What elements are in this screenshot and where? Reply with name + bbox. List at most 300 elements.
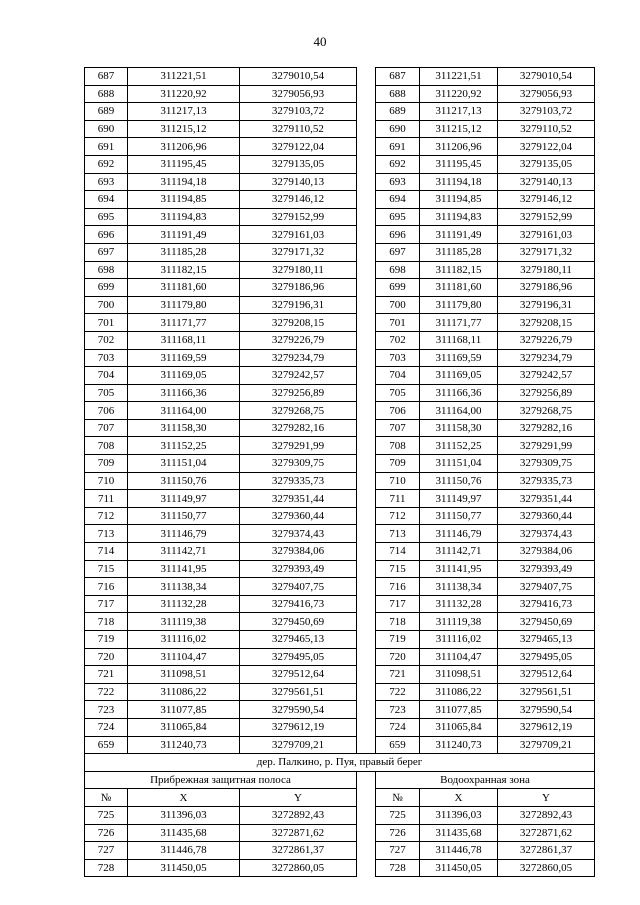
right-num-cell: 691 — [376, 138, 420, 156]
left-x-cell: 311141,95 — [128, 560, 240, 578]
left-x-cell: 311221,51 — [128, 68, 240, 86]
table-gap — [357, 419, 376, 437]
table-row — [85, 155, 595, 173]
left-x-cell: 311194,18 — [128, 173, 240, 191]
right-x-cell: 311104,47 — [420, 648, 498, 666]
left-y-cell: 3279242,57 — [240, 367, 357, 385]
table-gap — [357, 191, 376, 209]
table-row — [85, 85, 595, 103]
left-num-cell: 659 — [85, 736, 128, 754]
right-y-cell: 3279122,04 — [498, 138, 595, 156]
right-num-cell: 695 — [376, 208, 420, 226]
left-num-cell: 689 — [85, 103, 128, 121]
right-x-header: X — [420, 789, 498, 807]
right-x-cell: 311171,77 — [420, 314, 498, 332]
right-num-cell: 716 — [376, 578, 420, 596]
right-x-cell: 311194,83 — [420, 208, 498, 226]
left-y-cell: 3279161,03 — [240, 226, 357, 244]
table-row — [85, 824, 595, 842]
table-gap — [357, 507, 376, 525]
left-y-cell: 3279146,12 — [240, 191, 357, 209]
table-gap — [357, 789, 376, 807]
table-gap — [357, 173, 376, 191]
left-y-header: Y — [240, 789, 357, 807]
right-y-cell: 3279171,32 — [498, 243, 595, 261]
right-x-cell: 311185,28 — [420, 243, 498, 261]
left-num-cell: 699 — [85, 279, 128, 297]
left-y-cell: 3279393,49 — [240, 560, 357, 578]
right-y-cell: 3279196,31 — [498, 296, 595, 314]
left-num-cell: 704 — [85, 367, 128, 385]
right-num-cell: 701 — [376, 314, 420, 332]
right-x-cell: 311240,73 — [420, 736, 498, 754]
table-gap — [357, 490, 376, 508]
left-x-cell: 311446,78 — [128, 842, 240, 860]
left-y-cell: 3272860,05 — [240, 859, 357, 877]
left-x-cell: 311104,47 — [128, 648, 240, 666]
left-y-cell: 3279309,75 — [240, 455, 357, 473]
right-y-cell: 3279291,99 — [498, 437, 595, 455]
left-num-cell: 691 — [85, 138, 128, 156]
right-x-cell: 311191,49 — [420, 226, 498, 244]
table-row — [85, 349, 595, 367]
left-y-cell: 3279208,15 — [240, 314, 357, 332]
left-zone-title: Прибрежная защитная полоса — [85, 771, 357, 789]
table-row — [85, 683, 595, 701]
right-num-cell: 697 — [376, 243, 420, 261]
left-num-cell: 703 — [85, 349, 128, 367]
left-num-cell: 724 — [85, 718, 128, 736]
right-x-cell: 311169,05 — [420, 367, 498, 385]
table-row — [85, 138, 595, 156]
left-y-cell: 3279416,73 — [240, 595, 357, 613]
right-x-cell: 311142,71 — [420, 543, 498, 561]
left-x-cell: 311194,85 — [128, 191, 240, 209]
table-gap — [357, 613, 376, 631]
right-num-cell: 659 — [376, 736, 420, 754]
table-row — [85, 490, 595, 508]
left-num-cell: 728 — [85, 859, 128, 877]
right-y-cell: 3279056,93 — [498, 85, 595, 103]
left-num-cell: 690 — [85, 120, 128, 138]
right-x-cell: 311150,77 — [420, 507, 498, 525]
table-row — [85, 243, 595, 261]
right-num-cell: 692 — [376, 155, 420, 173]
left-x-cell: 311132,28 — [128, 595, 240, 613]
table-row — [85, 279, 595, 297]
table-gap — [357, 701, 376, 719]
left-num-cell: 715 — [85, 560, 128, 578]
left-x-cell: 311164,00 — [128, 402, 240, 420]
left-num-cell: 716 — [85, 578, 128, 596]
right-y-cell: 3279450,69 — [498, 613, 595, 631]
right-y-cell: 3279384,06 — [498, 543, 595, 561]
right-y-cell: 3272892,43 — [498, 806, 595, 824]
left-num-cell: 695 — [85, 208, 128, 226]
table-row — [85, 191, 595, 209]
left-x-cell: 311116,02 — [128, 631, 240, 649]
left-num-cell: 688 — [85, 85, 128, 103]
left-num-cell: 708 — [85, 437, 128, 455]
right-x-cell: 311217,13 — [420, 103, 498, 121]
table-row — [85, 437, 595, 455]
left-y-cell: 3279360,44 — [240, 507, 357, 525]
right-num-header: № — [376, 789, 420, 807]
right-x-cell: 311149,97 — [420, 490, 498, 508]
right-x-cell: 311164,00 — [420, 402, 498, 420]
left-y-cell: 3279171,32 — [240, 243, 357, 261]
table-row — [85, 701, 595, 719]
right-num-cell: 712 — [376, 507, 420, 525]
table-row — [85, 718, 595, 736]
right-x-cell: 311166,36 — [420, 384, 498, 402]
table-gap — [357, 718, 376, 736]
left-num-cell: 687 — [85, 68, 128, 86]
table-gap — [357, 279, 376, 297]
right-x-cell: 311138,34 — [420, 578, 498, 596]
left-y-cell: 3279056,93 — [240, 85, 357, 103]
left-num-cell: 693 — [85, 173, 128, 191]
right-y-cell: 3279335,73 — [498, 472, 595, 490]
left-x-cell: 311182,15 — [128, 261, 240, 279]
right-x-cell: 311194,18 — [420, 173, 498, 191]
table-gap — [357, 683, 376, 701]
right-num-cell: 690 — [376, 120, 420, 138]
table-row — [85, 120, 595, 138]
table-row — [85, 595, 595, 613]
table-gap — [357, 631, 376, 649]
left-y-cell: 3279465,13 — [240, 631, 357, 649]
table-gap — [357, 771, 376, 789]
right-num-cell: 700 — [376, 296, 420, 314]
right-x-cell: 311221,51 — [420, 68, 498, 86]
right-num-cell: 724 — [376, 718, 420, 736]
left-num-cell: 697 — [85, 243, 128, 261]
left-y-cell: 3279140,13 — [240, 173, 357, 191]
left-num-cell: 709 — [85, 455, 128, 473]
left-y-cell: 3279152,99 — [240, 208, 357, 226]
left-y-cell: 3279110,52 — [240, 120, 357, 138]
right-num-cell: 707 — [376, 419, 420, 437]
right-y-cell: 3279152,99 — [498, 208, 595, 226]
right-y-cell: 3279709,21 — [498, 736, 595, 754]
right-y-cell: 3279140,13 — [498, 173, 595, 191]
table-gap — [357, 806, 376, 824]
left-y-cell: 3272861,37 — [240, 842, 357, 860]
right-num-cell: 710 — [376, 472, 420, 490]
left-num-cell: 727 — [85, 842, 128, 860]
right-y-cell: 3279282,16 — [498, 419, 595, 437]
left-y-cell: 3279186,96 — [240, 279, 357, 297]
right-x-cell: 311396,03 — [420, 806, 498, 824]
right-y-cell: 3279374,43 — [498, 525, 595, 543]
right-x-cell: 311435,68 — [420, 824, 498, 842]
right-y-cell: 3279226,79 — [498, 331, 595, 349]
right-x-cell: 311141,95 — [420, 560, 498, 578]
table-row — [85, 578, 595, 596]
left-y-cell: 3272871,62 — [240, 824, 357, 842]
left-x-cell: 311150,76 — [128, 472, 240, 490]
right-y-cell: 3272861,37 — [498, 842, 595, 860]
right-x-cell: 311151,04 — [420, 455, 498, 473]
left-x-cell: 311217,13 — [128, 103, 240, 121]
table-gap — [357, 85, 376, 103]
right-x-cell: 311195,45 — [420, 155, 498, 173]
right-x-cell: 311086,22 — [420, 683, 498, 701]
table-gap — [357, 367, 376, 385]
left-y-cell: 3279291,99 — [240, 437, 357, 455]
left-x-cell: 311171,77 — [128, 314, 240, 332]
table-row — [85, 842, 595, 860]
left-num-cell: 720 — [85, 648, 128, 666]
left-x-cell: 311077,85 — [128, 701, 240, 719]
right-y-cell: 3279561,51 — [498, 683, 595, 701]
left-num-cell: 725 — [85, 806, 128, 824]
right-x-cell: 311146,79 — [420, 525, 498, 543]
right-num-cell: 715 — [376, 560, 420, 578]
left-x-cell: 311206,96 — [128, 138, 240, 156]
right-y-cell: 3279512,64 — [498, 666, 595, 684]
table-gap — [357, 824, 376, 842]
table-gap — [357, 155, 376, 173]
left-num-cell: 692 — [85, 155, 128, 173]
left-x-cell: 311179,80 — [128, 296, 240, 314]
left-y-cell: 3279180,11 — [240, 261, 357, 279]
left-y-cell: 3279268,75 — [240, 402, 357, 420]
left-y-cell: 3279282,16 — [240, 419, 357, 437]
left-num-cell: 723 — [85, 701, 128, 719]
right-num-cell: 699 — [376, 279, 420, 297]
left-num-cell: 711 — [85, 490, 128, 508]
left-y-cell: 3279256,89 — [240, 384, 357, 402]
table-row — [85, 208, 595, 226]
table-gap — [357, 472, 376, 490]
right-y-cell: 3279234,79 — [498, 349, 595, 367]
right-x-cell: 311181,60 — [420, 279, 498, 297]
left-num-cell: 713 — [85, 525, 128, 543]
left-x-cell: 311166,36 — [128, 384, 240, 402]
left-x-cell: 311119,38 — [128, 613, 240, 631]
right-x-cell: 311446,78 — [420, 842, 498, 860]
column-header-row — [85, 789, 595, 807]
right-y-cell: 3279161,03 — [498, 226, 595, 244]
right-y-header: Y — [498, 789, 595, 807]
left-x-cell: 311194,83 — [128, 208, 240, 226]
table-gap — [357, 296, 376, 314]
table-row — [85, 384, 595, 402]
table-gap — [357, 455, 376, 473]
table-row — [85, 631, 595, 649]
right-x-cell: 311194,85 — [420, 191, 498, 209]
table-row — [85, 543, 595, 561]
left-num-cell: 698 — [85, 261, 128, 279]
table-gap — [357, 842, 376, 860]
left-x-cell: 311150,77 — [128, 507, 240, 525]
left-num-cell: 722 — [85, 683, 128, 701]
left-num-cell: 707 — [85, 419, 128, 437]
right-num-cell: 693 — [376, 173, 420, 191]
right-num-cell: 687 — [376, 68, 420, 86]
left-x-header: X — [128, 789, 240, 807]
left-num-cell: 717 — [85, 595, 128, 613]
table-row — [85, 261, 595, 279]
left-x-cell: 311138,34 — [128, 578, 240, 596]
right-num-cell: 704 — [376, 367, 420, 385]
table-gap — [357, 243, 376, 261]
left-y-cell: 3279561,51 — [240, 683, 357, 701]
left-y-cell: 3279450,69 — [240, 613, 357, 631]
right-num-cell: 703 — [376, 349, 420, 367]
left-y-cell: 3279612,19 — [240, 718, 357, 736]
table-row — [85, 472, 595, 490]
right-x-cell: 311168,11 — [420, 331, 498, 349]
table-gap — [357, 226, 376, 244]
left-num-cell: 705 — [85, 384, 128, 402]
left-x-cell: 311149,97 — [128, 490, 240, 508]
table-gap — [357, 648, 376, 666]
table-gap — [357, 349, 376, 367]
left-num-cell: 712 — [85, 507, 128, 525]
right-y-cell: 3279407,75 — [498, 578, 595, 596]
left-num-cell: 719 — [85, 631, 128, 649]
table-row — [85, 331, 595, 349]
coordinates-table — [84, 67, 595, 877]
left-x-cell: 311086,22 — [128, 683, 240, 701]
right-num-cell: 689 — [376, 103, 420, 121]
table-row — [85, 560, 595, 578]
right-x-cell: 311206,96 — [420, 138, 498, 156]
right-y-cell: 3279186,96 — [498, 279, 595, 297]
right-y-cell: 3279351,44 — [498, 490, 595, 508]
left-x-cell: 311396,03 — [128, 806, 240, 824]
left-y-cell: 3279512,64 — [240, 666, 357, 684]
left-num-cell: 700 — [85, 296, 128, 314]
right-num-cell: 726 — [376, 824, 420, 842]
left-y-cell: 3279010,54 — [240, 68, 357, 86]
right-x-cell: 311182,15 — [420, 261, 498, 279]
left-x-cell: 311240,73 — [128, 736, 240, 754]
right-num-cell: 717 — [376, 595, 420, 613]
right-num-cell: 702 — [376, 331, 420, 349]
right-y-cell: 3279416,73 — [498, 595, 595, 613]
right-y-cell: 3279465,13 — [498, 631, 595, 649]
left-x-cell: 311220,92 — [128, 85, 240, 103]
section-title: дер. Палкино, р. Пуя, правый берег — [85, 754, 595, 772]
left-num-cell: 694 — [85, 191, 128, 209]
right-num-cell: 725 — [376, 806, 420, 824]
table-row — [85, 666, 595, 684]
left-y-cell: 3279335,73 — [240, 472, 357, 490]
right-x-cell: 311119,38 — [420, 613, 498, 631]
zone-title-row — [85, 771, 595, 789]
right-y-cell: 3279495,05 — [498, 648, 595, 666]
table-gap — [357, 208, 376, 226]
right-y-cell: 3279590,54 — [498, 701, 595, 719]
left-x-cell: 311158,30 — [128, 419, 240, 437]
table-gap — [357, 120, 376, 138]
table-gap — [357, 103, 376, 121]
table-row — [85, 367, 595, 385]
table-row — [85, 736, 595, 754]
table-row — [85, 68, 595, 86]
table-gap — [357, 402, 376, 420]
left-num-cell: 714 — [85, 543, 128, 561]
right-x-cell: 311152,25 — [420, 437, 498, 455]
left-y-cell: 3279351,44 — [240, 490, 357, 508]
right-num-cell: 698 — [376, 261, 420, 279]
left-y-cell: 3279709,21 — [240, 736, 357, 754]
table-row — [85, 648, 595, 666]
right-x-cell: 311220,92 — [420, 85, 498, 103]
left-x-cell: 311151,04 — [128, 455, 240, 473]
table-row — [85, 507, 595, 525]
table-row — [85, 103, 595, 121]
left-y-cell: 3279374,43 — [240, 525, 357, 543]
right-num-cell: 722 — [376, 683, 420, 701]
left-num-cell: 718 — [85, 613, 128, 631]
right-num-cell: 688 — [376, 85, 420, 103]
left-y-cell: 3279407,75 — [240, 578, 357, 596]
table-row — [85, 173, 595, 191]
left-num-cell: 721 — [85, 666, 128, 684]
right-y-cell: 3279103,72 — [498, 103, 595, 121]
left-num-cell: 706 — [85, 402, 128, 420]
table-gap — [357, 736, 376, 754]
left-x-cell: 311146,79 — [128, 525, 240, 543]
left-x-cell: 311435,68 — [128, 824, 240, 842]
left-x-cell: 311142,71 — [128, 543, 240, 561]
right-y-cell: 3279268,75 — [498, 402, 595, 420]
right-y-cell: 3279393,49 — [498, 560, 595, 578]
left-x-cell: 311185,28 — [128, 243, 240, 261]
right-num-cell: 696 — [376, 226, 420, 244]
left-x-cell: 311168,11 — [128, 331, 240, 349]
right-num-cell: 727 — [376, 842, 420, 860]
right-y-cell: 3279360,44 — [498, 507, 595, 525]
left-y-cell: 3279226,79 — [240, 331, 357, 349]
right-y-cell: 3279146,12 — [498, 191, 595, 209]
right-zone-title: Водоохранная зона — [376, 771, 595, 789]
table-gap — [357, 666, 376, 684]
right-x-cell: 311132,28 — [420, 595, 498, 613]
right-x-cell: 311450,05 — [420, 859, 498, 877]
right-num-cell: 694 — [376, 191, 420, 209]
left-x-cell: 311195,45 — [128, 155, 240, 173]
right-x-cell: 311150,76 — [420, 472, 498, 490]
left-x-cell: 311215,12 — [128, 120, 240, 138]
table-row — [85, 613, 595, 631]
left-y-cell: 3279495,05 — [240, 648, 357, 666]
left-y-cell: 3279384,06 — [240, 543, 357, 561]
right-num-cell: 720 — [376, 648, 420, 666]
table-gap — [357, 384, 376, 402]
left-num-cell: 702 — [85, 331, 128, 349]
section-title-row — [85, 754, 595, 772]
table-gap — [357, 595, 376, 613]
right-y-cell: 3279135,05 — [498, 155, 595, 173]
right-y-cell: 3279110,52 — [498, 120, 595, 138]
table-gap — [357, 437, 376, 455]
left-y-cell: 3272892,43 — [240, 806, 357, 824]
left-y-cell: 3279135,05 — [240, 155, 357, 173]
table-gap — [357, 261, 376, 279]
left-num-cell: 710 — [85, 472, 128, 490]
left-x-cell: 311065,84 — [128, 718, 240, 736]
right-x-cell: 311098,51 — [420, 666, 498, 684]
left-x-cell: 311169,59 — [128, 349, 240, 367]
right-num-cell: 706 — [376, 402, 420, 420]
left-y-cell: 3279122,04 — [240, 138, 357, 156]
